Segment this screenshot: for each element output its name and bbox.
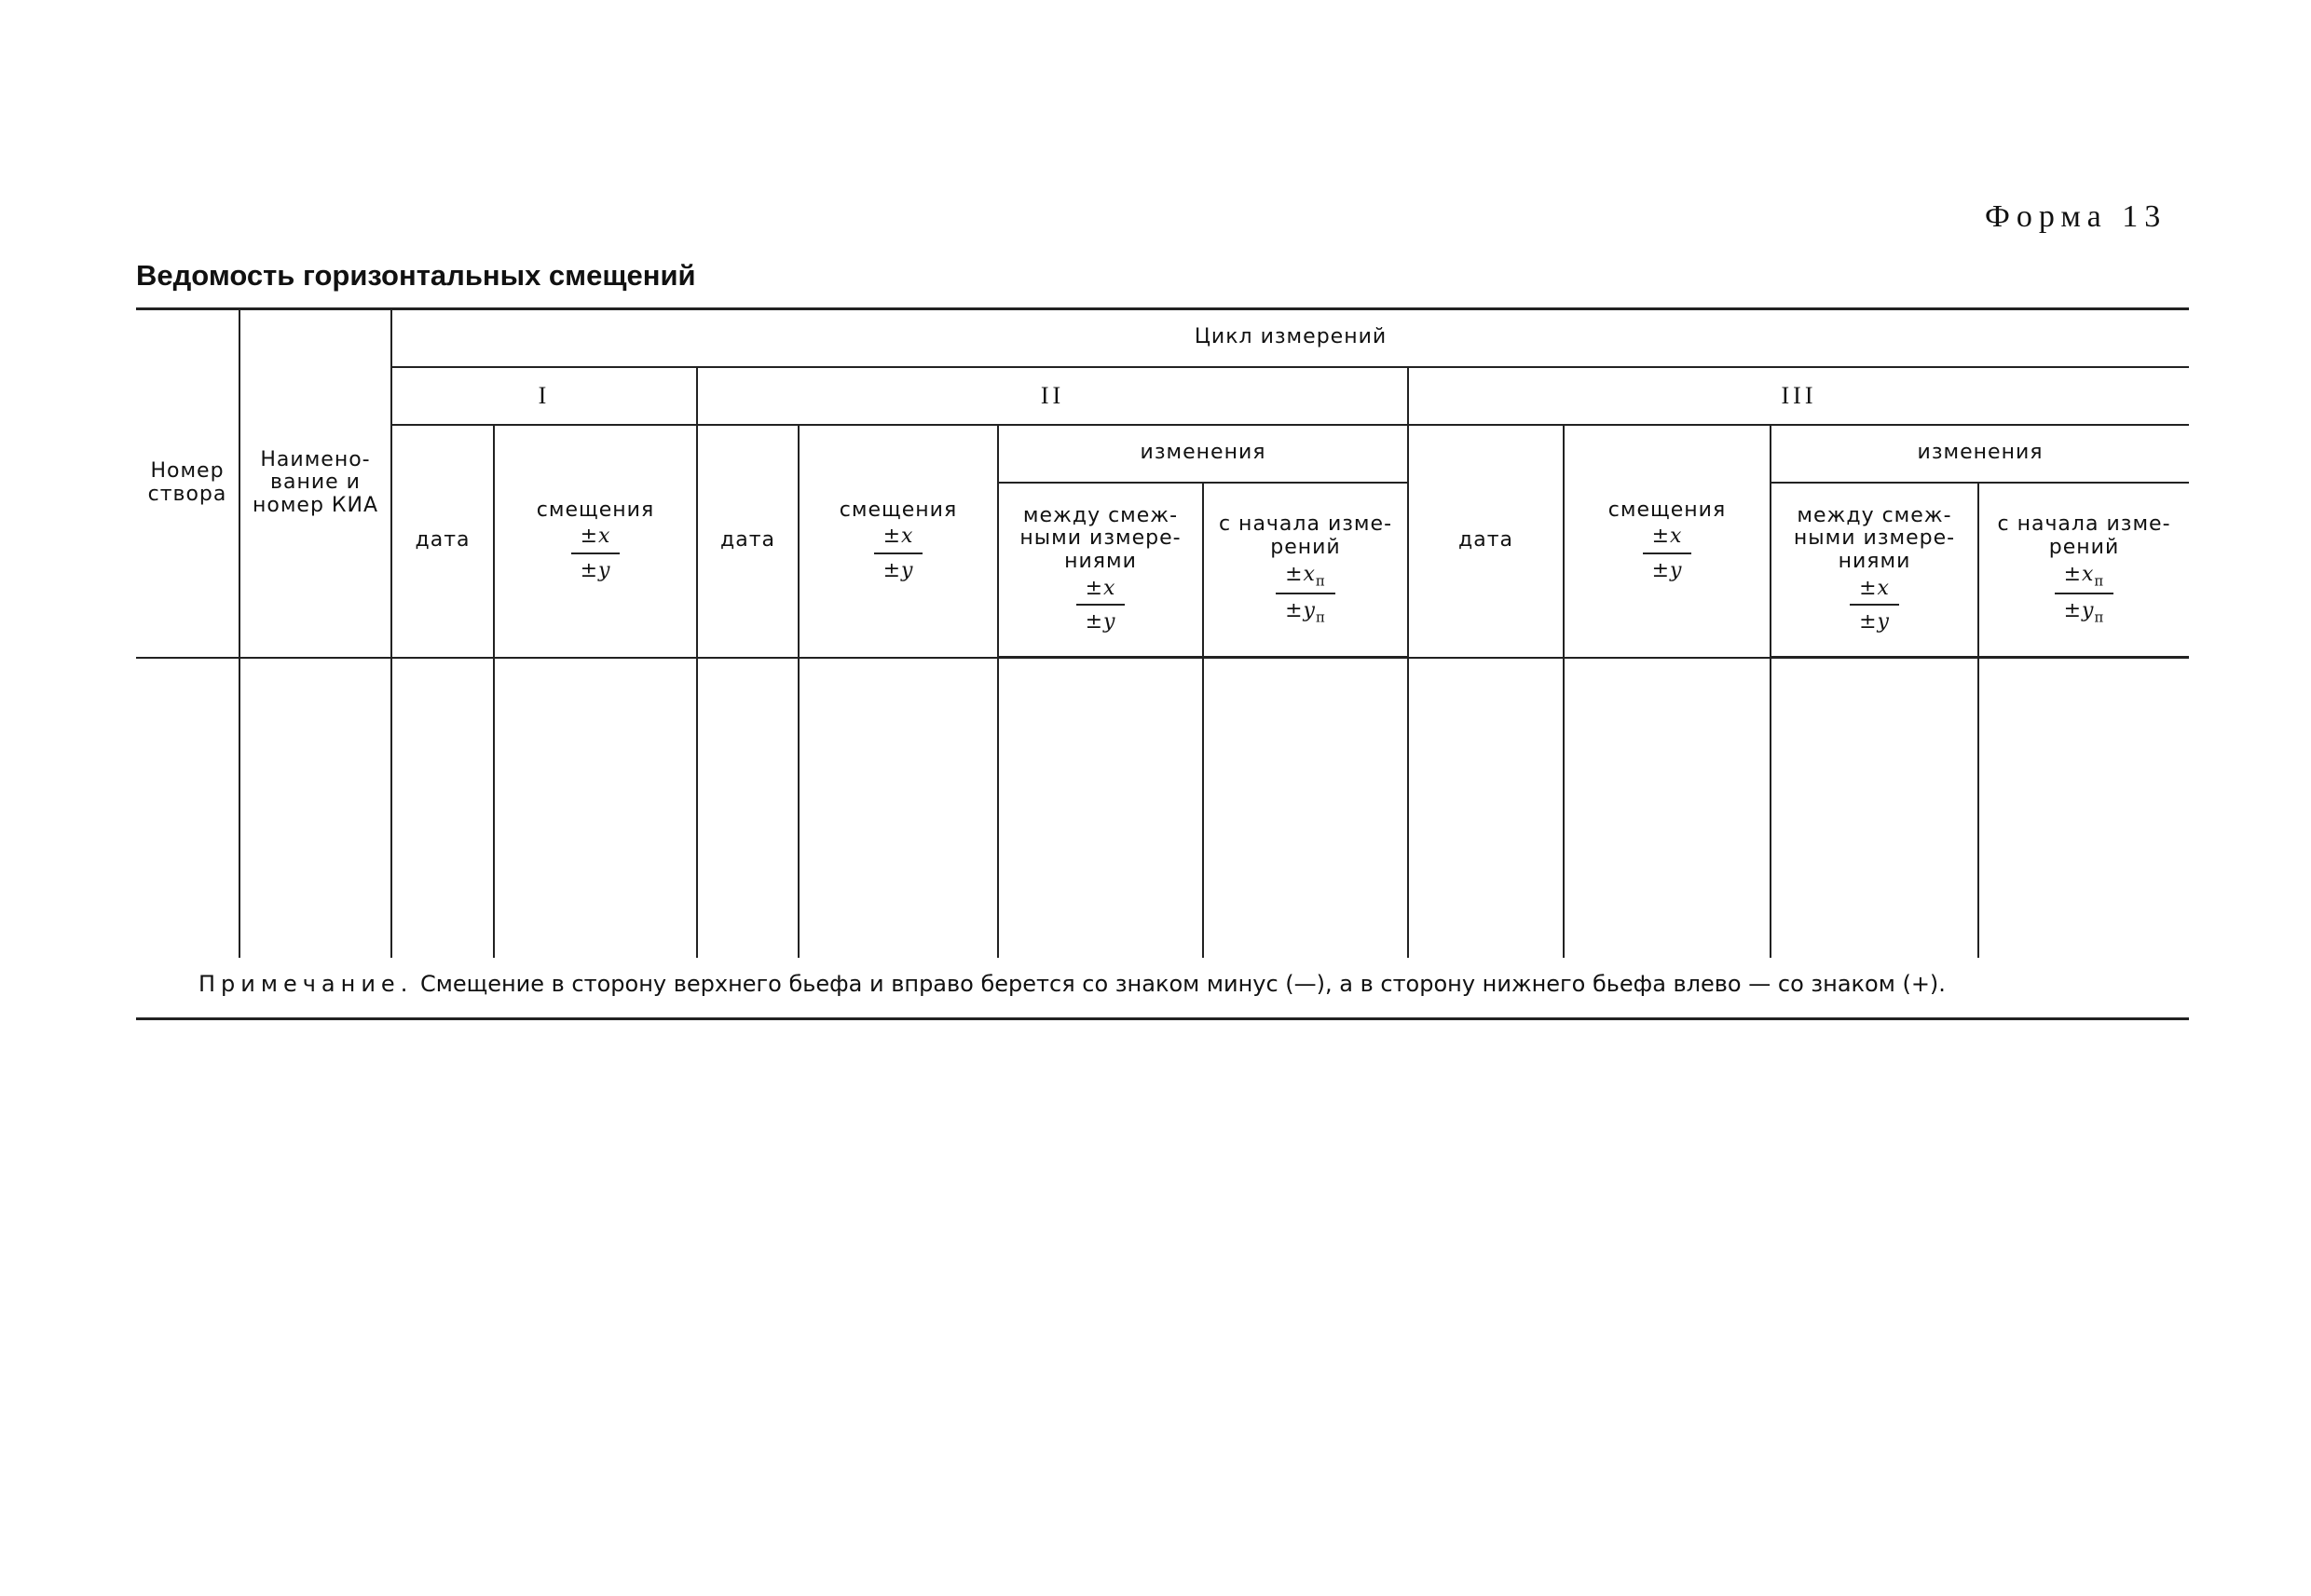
- table-cell: [1978, 658, 2189, 958]
- footnote: [198, 971, 1946, 997]
- table-cell: [136, 658, 239, 958]
- station-number-header: Номер створа: [136, 309, 239, 658]
- table-cell: [494, 658, 697, 958]
- displacement-table-wrap: [136, 307, 2189, 958]
- table-cell: [1408, 658, 1564, 958]
- table-cell: [1564, 658, 1771, 958]
- table-cell: [391, 658, 494, 958]
- table-cell: [799, 658, 998, 958]
- footnote-lead: Примечание.: [198, 971, 414, 997]
- change-fraction: $\frac{\pm x}{\pm y}$: [1850, 578, 1899, 634]
- cycle-2-date-header: дата: [697, 425, 799, 658]
- measurement-cycle-header: Цикл измерений: [391, 309, 2189, 367]
- cumulative-fraction: $\frac{\pm x_п}{\pm y_п}$: [2055, 564, 2114, 625]
- table-cell: [239, 658, 391, 958]
- table-cell: [1203, 658, 1408, 958]
- cumulative-fraction: $\frac{\pm x_п}{\pm y_п}$: [1276, 564, 1335, 625]
- instrument-name-header: Наимено-вание и номер КИА: [239, 309, 391, 658]
- table-row: [136, 658, 2189, 958]
- table-cell: [1771, 658, 1978, 958]
- change-fraction: $\frac{\pm x}{\pm y}$: [1076, 578, 1126, 634]
- cycle-2-displacement-header: смещения $\frac{\pm x}{\pm y}$: [799, 425, 998, 658]
- cycle-2-since-start-header: с начала изме-рений $\frac{\pm x_п}{\pm y_п}$: [1203, 483, 1408, 658]
- cycle-1-displacement-header: смещения $\frac{\pm x}{\pm y}$: [494, 425, 697, 658]
- cycle-2-changes-header: изменения: [998, 425, 1408, 483]
- document-title: Ведомость горизонтальных смещений: [136, 259, 696, 292]
- cycle-3-header: III: [1408, 367, 2189, 425]
- table-cell: [697, 658, 799, 958]
- cycle-2-between-adjacent-header: между смеж-ными измере-ниями $\frac{\pm x}{\pm y}$: [998, 483, 1203, 658]
- bottom-rule: [136, 1017, 2189, 1020]
- displacement-fraction: $\frac{\pm x}{\pm y}$: [1643, 525, 1692, 582]
- cycle-1-header: I: [391, 367, 697, 425]
- cycle-3-since-start-header: с начала изме-рений $\frac{\pm x_п}{\pm y_п}$: [1978, 483, 2189, 658]
- cycle-3-displacement-header: смещения $\frac{\pm x}{\pm y}$: [1564, 425, 1771, 658]
- cycle-3-changes-header: изменения: [1771, 425, 2189, 483]
- displacement-fraction: $\frac{\pm x}{\pm y}$: [571, 525, 621, 582]
- cycle-1-date-header: дата: [391, 425, 494, 658]
- cycle-3-between-adjacent-header: между смеж-ными измере-ниями $\frac{\pm x}{\pm y}$: [1771, 483, 1978, 658]
- cycle-2-header: II: [697, 367, 1408, 425]
- form-number: Форма 13: [1985, 199, 2167, 234]
- cycle-3-date-header: дата: [1408, 425, 1564, 658]
- footnote-text: Смещение в сторону верхнего бьефа и вправо берется со знаком минус (—), а в сторону нижнего бьефа влево — со знаком (+).: [413, 971, 1946, 997]
- table-cell: [998, 658, 1203, 958]
- displacement-fraction: $\frac{\pm x}{\pm y}$: [874, 525, 923, 582]
- displacement-table: [136, 307, 2189, 958]
